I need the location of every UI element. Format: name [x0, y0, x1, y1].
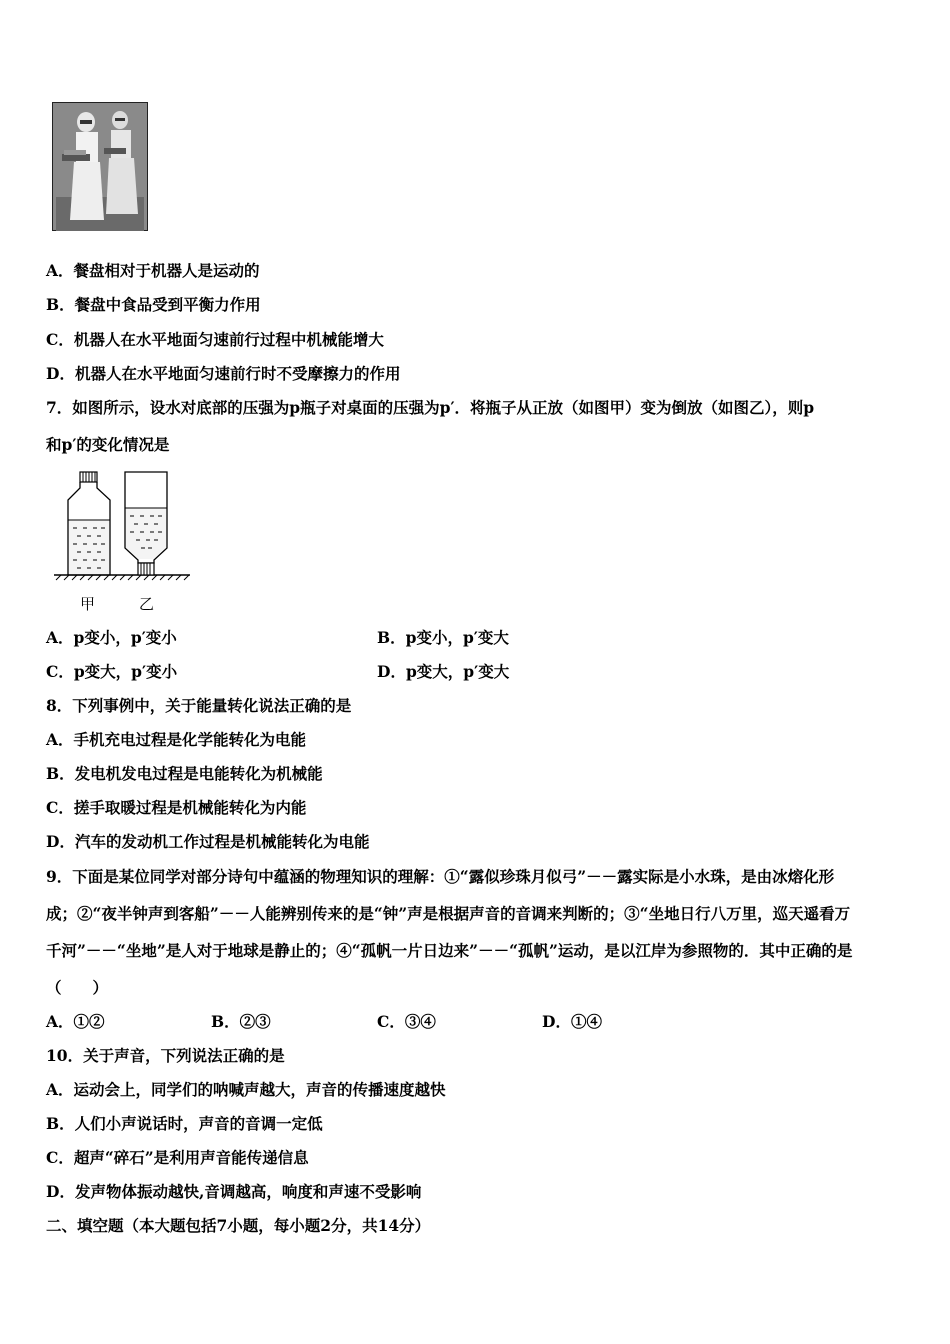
- q9-line2: 成；②“夜半钟声到客船”－－人能辨别传来的是“钟”声是根据声音的音调来判断的；③“坐地日行八万里，巡天遥看万: [46, 904, 851, 923]
- q10-option-d: D．发声物体振动越快,音调越高，响度和声速不受影响: [46, 1182, 422, 1201]
- label-jia: 甲: [80, 595, 96, 613]
- q8-option-d: D．汽车的发动机工作过程是机械能转化为电能: [46, 832, 370, 851]
- q10-option-b: B．人们小声说话时，声音的音调一定低: [46, 1114, 323, 1133]
- q8-stem: 8．下列事例中，关于能量转化说法正确的是: [46, 696, 352, 715]
- q6-option-a: A．餐盘相对于机器人是运动的: [46, 261, 260, 280]
- q7-stem-line1: 7．如图所示，设水对底部的压强为p瓶子对桌面的压强为p′．将瓶子从正放（如图甲）变为倒放（如图乙），则p: [46, 398, 815, 417]
- q8-option-b: B．发电机发电过程是电能转化为机械能: [46, 764, 323, 783]
- q7-option-a: A．p变小，p′变小: [46, 628, 177, 647]
- q8-option-a: A．手机充电过程是化学能转化为电能: [46, 730, 307, 749]
- q10-option-c: C．超声“碎石”是利用声音能传递信息: [46, 1148, 309, 1167]
- q9-line4: （ ）: [46, 978, 109, 997]
- q9-line3: 千河”－－“坐地”是人对于地球是静止的；④“孤帆一片日边来”－－“孤帆”运动，是以江岸为参照物的．其中正确的是: [46, 941, 853, 960]
- q7-option-d: D．p变大，p′变大: [377, 662, 510, 681]
- q7-option-c: C．p变大，p′变小: [46, 662, 178, 681]
- q6-option-c: C．机器人在水平地面匀速前行过程中机械能增大: [46, 330, 384, 349]
- q9-option-c: C．③④: [377, 1012, 436, 1031]
- q7-stem-line2: 和p′的变化情况是: [46, 435, 170, 454]
- q10-stem: 10．关于声音，下列说法正确的是: [46, 1046, 285, 1065]
- robot-waiter-photo: [52, 102, 148, 231]
- q10-option-a: A．运动会上，同学们的呐喊声越大，声音的传播速度越快: [46, 1080, 446, 1099]
- bottle-upright: [68, 472, 110, 575]
- q9-line1: 9．下面是某位同学对部分诗句中蕴涵的物理知识的理解：①“露似珍珠月似弓”－－露实际是小水珠，是由冰熔化形: [46, 867, 835, 886]
- q9-option-b: B．②③: [211, 1012, 271, 1031]
- q6-option-b: B．餐盘中食品受到平衡力作用: [46, 295, 261, 314]
- q9-option-d: D．①④: [542, 1012, 602, 1031]
- q6-option-d: D．机器人在水平地面匀速前行时不受摩擦力的作用: [46, 364, 401, 383]
- bottle-inverted: [125, 472, 167, 575]
- label-yi: 乙: [139, 595, 155, 613]
- q9-option-a: A．①②: [46, 1012, 105, 1031]
- q8-option-c: C．搓手取暖过程是机械能转化为内能: [46, 798, 307, 817]
- bottle-diagram: [50, 470, 195, 615]
- q7-option-b: B．p变小，p′变大: [377, 628, 509, 647]
- section2-title: 二、填空题（本大题包括7小题，每小题2分，共14分）: [46, 1216, 431, 1235]
